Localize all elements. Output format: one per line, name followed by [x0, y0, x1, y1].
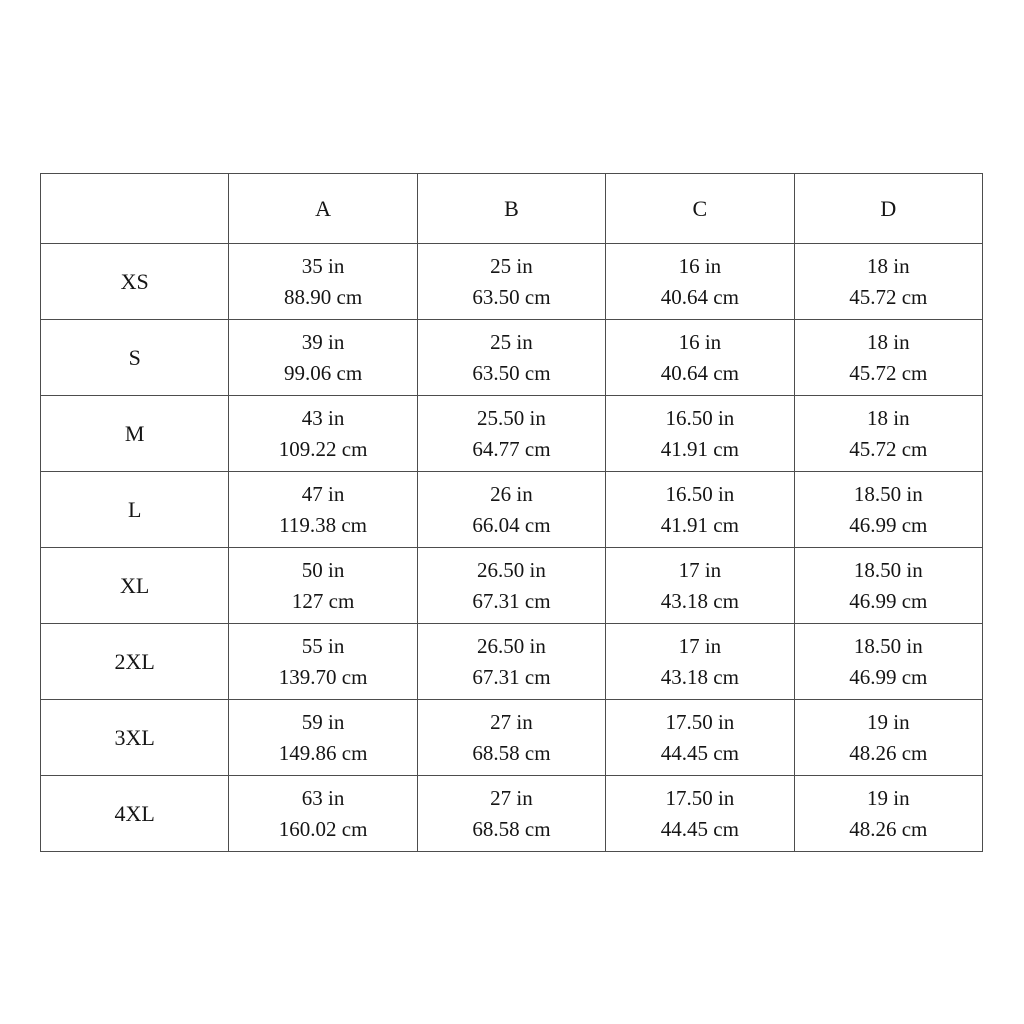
measurement-centimeters: 99.06 cm — [284, 360, 363, 385]
measurement-centimeters: 48.26 cm — [849, 740, 928, 765]
measurement-centimeters: 44.45 cm — [660, 740, 739, 765]
measurement-inches: 59 in — [301, 709, 345, 734]
measurement-inches: 17 in — [678, 557, 722, 582]
table-row — [41, 776, 983, 852]
measurement-centimeters: 88.90 cm — [284, 284, 363, 309]
measurement-centimeters: 40.64 cm — [660, 360, 739, 385]
table-row — [41, 472, 983, 548]
measurement-cell — [794, 472, 982, 548]
measurement-inches: 17.50 in — [665, 709, 735, 734]
column-header: B — [417, 174, 605, 244]
measurement-inches: 50 in — [301, 557, 345, 582]
size-label: XS — [41, 244, 229, 320]
measurement-centimeters: 64.77 cm — [472, 436, 551, 461]
measurement-cell — [229, 396, 417, 472]
measurement-centimeters: 109.22 cm — [278, 436, 368, 461]
measurement-inches: 35 in — [301, 253, 345, 278]
measurement-inches: 55 in — [301, 633, 345, 658]
size-label: M — [41, 396, 229, 472]
measurement-inches: 18 in — [866, 329, 910, 354]
measurement-cell — [606, 396, 794, 472]
measurement-centimeters: 46.99 cm — [849, 512, 928, 537]
measurement-cell — [417, 624, 605, 700]
measurement-cell — [229, 320, 417, 396]
measurement-centimeters: 67.31 cm — [472, 588, 551, 613]
measurement-inches: 18.50 in — [853, 557, 923, 582]
measurement-cell — [417, 320, 605, 396]
measurement-cell — [794, 396, 982, 472]
measurement-cell — [606, 320, 794, 396]
measurement-centimeters: 149.86 cm — [278, 740, 368, 765]
table-row — [41, 624, 983, 700]
measurement-inches: 43 in — [301, 405, 345, 430]
measurement-cell — [794, 320, 982, 396]
measurement-centimeters: 66.04 cm — [472, 512, 551, 537]
measurement-centimeters: 48.26 cm — [849, 816, 928, 841]
measurement-centimeters: 43.18 cm — [660, 588, 739, 613]
measurement-cell — [229, 244, 417, 320]
measurement-inches: 47 in — [301, 481, 345, 506]
measurement-centimeters: 40.64 cm — [660, 284, 739, 309]
measurement-cell — [229, 548, 417, 624]
table-row — [41, 320, 983, 396]
measurement-inches: 19 in — [866, 785, 910, 810]
measurement-cell — [606, 624, 794, 700]
measurement-cell — [417, 244, 605, 320]
measurement-cell — [417, 548, 605, 624]
measurement-inches: 26.50 in — [477, 557, 546, 582]
header-row — [41, 174, 983, 244]
measurement-cell — [606, 548, 794, 624]
measurement-centimeters: 45.72 cm — [849, 436, 928, 461]
measurement-inches: 16.50 in — [665, 481, 735, 506]
table-row — [41, 548, 983, 624]
measurement-centimeters: 63.50 cm — [472, 284, 551, 309]
measurement-centimeters: 43.18 cm — [660, 664, 739, 689]
measurement-inches: 63 in — [301, 785, 345, 810]
size-label: 2XL — [41, 624, 229, 700]
measurement-inches: 16 in — [678, 329, 722, 354]
measurement-centimeters: 44.45 cm — [660, 816, 739, 841]
measurement-inches: 26 in — [490, 481, 533, 506]
measurement-inches: 17.50 in — [665, 785, 735, 810]
table-header — [41, 174, 983, 244]
measurement-cell — [417, 396, 605, 472]
measurement-inches: 27 in — [490, 785, 533, 810]
measurement-cell — [794, 244, 982, 320]
measurement-cell — [606, 244, 794, 320]
measurement-inches: 25.50 in — [477, 405, 546, 430]
measurement-inches: 39 in — [301, 329, 345, 354]
measurement-centimeters: 68.58 cm — [472, 816, 551, 841]
measurement-cell — [606, 472, 794, 548]
measurement-cell — [794, 700, 982, 776]
measurement-centimeters: 139.70 cm — [278, 664, 368, 689]
measurement-cell — [229, 472, 417, 548]
column-header: A — [229, 174, 417, 244]
measurement-cell — [606, 700, 794, 776]
corner-cell — [41, 174, 229, 244]
measurement-cell — [417, 472, 605, 548]
measurement-centimeters: 46.99 cm — [849, 588, 928, 613]
measurement-inches: 19 in — [866, 709, 910, 734]
table-row — [41, 396, 983, 472]
measurement-inches: 26.50 in — [477, 633, 546, 658]
measurement-cell — [606, 776, 794, 852]
size-label: 4XL — [41, 776, 229, 852]
size-chart-table — [40, 173, 983, 852]
measurement-inches: 18.50 in — [853, 633, 923, 658]
measurement-inches: 17 in — [678, 633, 722, 658]
measurement-inches: 25 in — [490, 253, 533, 278]
measurement-centimeters: 127 cm — [291, 588, 355, 613]
table-body — [41, 244, 983, 852]
measurement-inches: 16 in — [678, 253, 722, 278]
measurement-inches: 25 in — [490, 329, 533, 354]
column-header: D — [794, 174, 982, 244]
measurement-cell — [794, 776, 982, 852]
size-label: S — [41, 320, 229, 396]
measurement-inches: 18.50 in — [853, 481, 923, 506]
measurement-cell — [417, 776, 605, 852]
measurement-centimeters: 160.02 cm — [278, 816, 368, 841]
measurement-cell — [794, 548, 982, 624]
table-row — [41, 244, 983, 320]
measurement-centimeters: 46.99 cm — [849, 664, 928, 689]
measurement-inches: 16.50 in — [665, 405, 735, 430]
measurement-inches: 18 in — [866, 253, 910, 278]
size-label: L — [41, 472, 229, 548]
measurement-centimeters: 68.58 cm — [472, 740, 551, 765]
measurement-centimeters: 45.72 cm — [849, 284, 928, 309]
measurement-cell — [794, 624, 982, 700]
measurement-cell — [229, 624, 417, 700]
measurement-centimeters: 63.50 cm — [472, 360, 551, 385]
measurement-centimeters: 67.31 cm — [472, 664, 551, 689]
measurement-cell — [229, 700, 417, 776]
measurement-centimeters: 119.38 cm — [279, 512, 368, 537]
measurement-centimeters: 41.91 cm — [660, 512, 739, 537]
size-label: 3XL — [41, 700, 229, 776]
column-header: C — [606, 174, 794, 244]
measurement-cell — [229, 776, 417, 852]
measurement-cell — [417, 700, 605, 776]
measurement-inches: 18 in — [866, 405, 910, 430]
size-label: XL — [41, 548, 229, 624]
measurement-centimeters: 45.72 cm — [849, 360, 928, 385]
measurement-centimeters: 41.91 cm — [660, 436, 739, 461]
measurement-inches: 27 in — [490, 709, 533, 734]
table-row — [41, 700, 983, 776]
